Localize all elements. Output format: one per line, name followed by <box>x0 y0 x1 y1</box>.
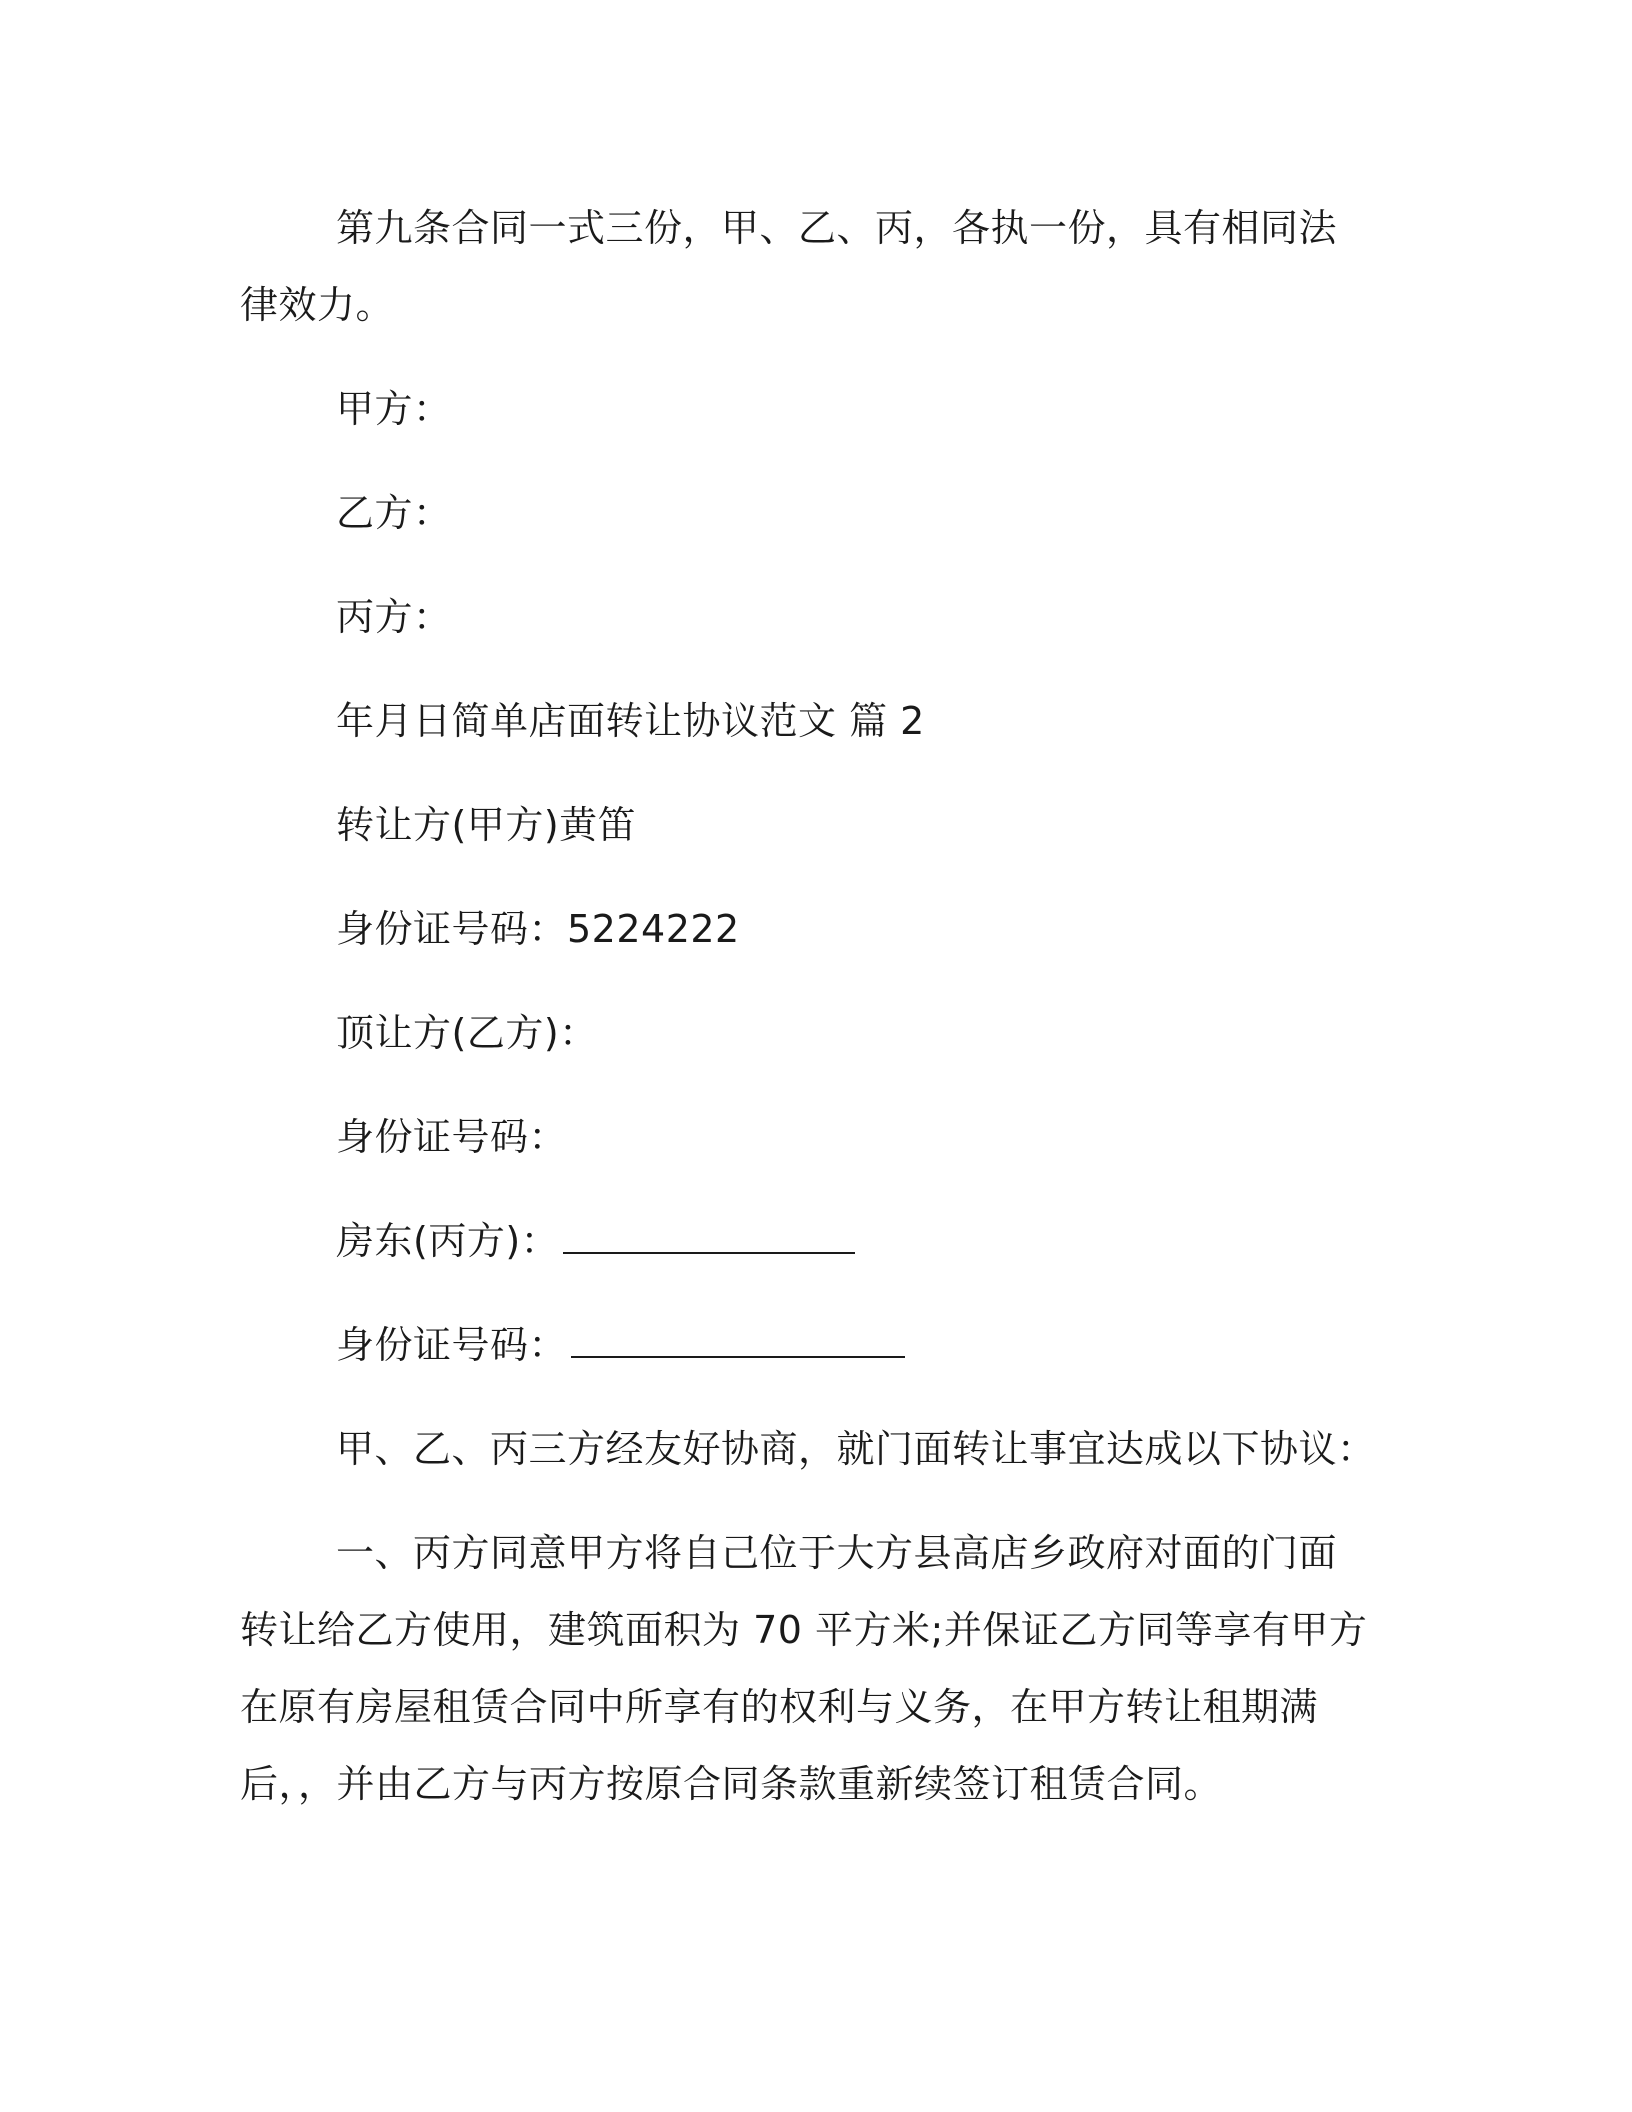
transferor-line: 转让方(甲方)黄笛 <box>336 803 637 847</box>
agreement-intro: 甲、乙、丙三方经友好协商，就门面转让事宜达成以下协议： <box>336 1427 1376 1471</box>
party-c-label: 丙方： <box>336 595 452 639</box>
transferee-line: 顶让方(乙方)： <box>336 1011 598 1055</box>
landlord-id-line <box>240 1307 1372 1384</box>
clause-one: 一、丙方同意甲方将自己位于大方县高店乡政府对面的门面转让给乙方使用，建筑面积为 70 平方米;并保证乙方同等享有甲方在原有房屋租赁合同中所享有的权利与义务，在甲方转让租期满后，，并由乙方与丙方按原合同条款重新续签订租赁合同。 <box>240 1531 1368 1806</box>
article-nine-paragraph: 第九条合同一式三份，甲、乙、丙，各执一份，具有相同法律效力。 <box>240 206 1338 327</box>
party-b-label: 乙方： <box>336 491 452 535</box>
landlord-blank <box>563 1222 855 1254</box>
landlord-line <box>240 1203 1372 1280</box>
landlord-id-blank <box>571 1326 905 1358</box>
party-a-label: 甲方： <box>336 387 452 431</box>
document-body <box>240 190 1376 1850</box>
transferee-id-line: 身份证号码： <box>336 1115 568 1159</box>
landlord-label: 房东(丙方)： <box>336 1219 560 1263</box>
section-heading: 年月日简单店面转让协议范文 篇 2 <box>336 699 925 743</box>
transferor-id-line: 身份证号码：5224222 <box>336 907 740 951</box>
landlord-id-label: 身份证号码： <box>336 1323 568 1367</box>
